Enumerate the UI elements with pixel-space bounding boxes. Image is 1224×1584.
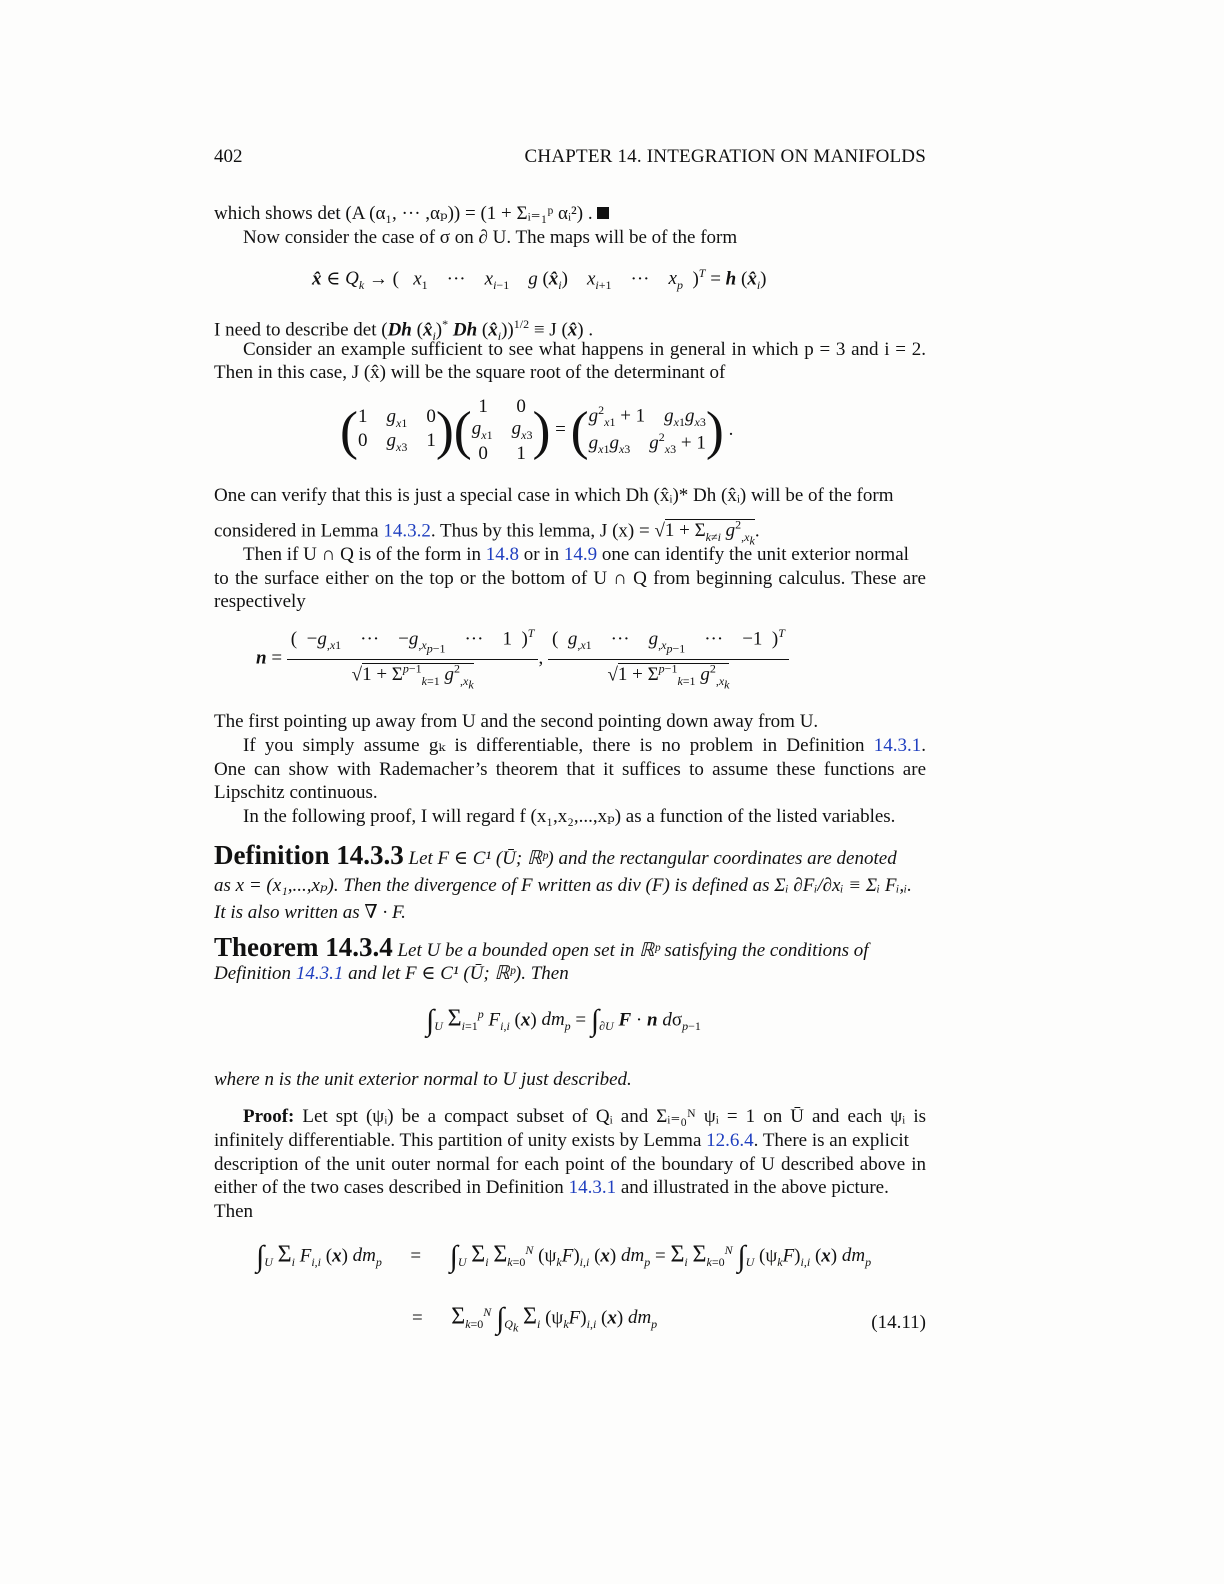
proof-line: Proof: Let spt (ψᵢ) be a compact subset of Qᵢ and Σᵢ₌₀ᴺ ψᵢ = 1 on Ū and each ψᵢ is [243,1106,926,1127]
theorem-block: Theorem 14.3.4 Let U be a bounded open set in ℝᵖ satisfying the conditions of [214,932,869,962]
text-line: One can show with Rademacher’s theorem that it suffices to assume these functions are [214,759,926,780]
equation-number: (14.11) [871,1312,926,1333]
matrix-product-equation: ( 1 $g_{x1}$ 0 0 $g_{x3}$ 1 )( 1 0 $g_{x1}$ $g_{x3}$ 0 1 ) = ( $g^2_{x1} + 1$ $g_{x1}g_{x3}$ $g_{x1}g_{x3}$ $g^2_{x3} + 1$ ) . [340,396,734,464]
text-line: One can verify that this is just a special case in which Dh (x̂ᵢ)* Dh (x̂ᵢ) will be of the form [214,485,894,506]
text-line: considered in Lemma 14.3.2. Thus by this lemma, J $(x) = √1 + \Sigma_{k\ne i}$ $g^2_{,x_k}$. [214,518,760,548]
map-equation: x̂ ∈ $Q_k$ → ( $x_1$ ··· $x_{i-1}$ g $(x̂_i)$ $x_{i+1}$ ··· $x_p$ )$^T$ = h $(x̂_i)$ [312,266,767,293]
text-line: Then in this case, J (x̂) will be the square root of the determinant of [214,362,726,383]
normal-vector-equation: n = $\frac{( -g_{,x1} \cdot\cdot\cdot -g_{,x_{p-1}} \cdot\cdot\cdot 1 )^T}{√1 + \Sigma^{p-1}_{k=1} g^2_{,x_k}}$ , $\frac{( g_{,x1} \cdot\cdot\cdot g_{,x_{p-1}} \cdot\cdot\cdot -1 )^T}{√1 + \Sigma^{p-1}_{k=1} g^2_{,x_k}}$ [256,626,789,692]
definition-link[interactable]: 14.3.1 [873,735,922,756]
definition-block: Definition 14.3.3 Let F ∈ C¹ (Ū; ℝᵖ) and the rectangular coordinates are denoted [214,840,897,870]
text-line: Now consider the case of σ on ∂ U. The maps will be of the form [243,227,738,248]
text-line: In the following proof, I will regard f (x₁,x₂,...,xₚ) as a function of the listed variables. [243,806,896,827]
proof-line: infinitely differentiable. This partition of unity exists by Lemma 12.6.4. There is an explicit [214,1130,909,1151]
text-line: The first pointing up away from U and the second pointing down away from U. [214,711,819,732]
text-line: If you simply assume gₖ is differentiable, there is no problem in Definition 14.3.1. [243,735,926,756]
definition-text: as x = (x₁,...,xₚ). Then the divergence of F written as div (F) is defined as Σᵢ ∂Fᵢ/∂xᵢ ≡ Σᵢ Fᵢ,ᵢ. [214,875,912,896]
text-line: Then if U ∩ Q is of the form in 14.8 or in 14.9 one can identify the unit exterior normal [243,544,909,565]
equation-link[interactable]: 14.9 [563,544,598,565]
theorem-text: where n is the unit exterior normal to U just described. [214,1069,632,1090]
theorem-text: Definition 14.3.1 and let F ∈ C¹ (Ū; ℝᵖ). Then [214,963,569,984]
proof-line: description of the unit outer normal for each point of the boundary of U described above in [214,1154,926,1175]
chapter-title: CHAPTER 14. INTEGRATION ON MANIFOLDS [524,146,926,167]
divergence-theorem-equation: $\int_U$ $\Sigma_{i=1}^p$ $F_{i,i}$ (x) $dm_p = \int_{\partial U}$ F · n $d\sigma_{p-1}$ [426,1004,701,1037]
qed-square-icon [597,207,609,219]
text-line: Lipschitz continuous. [214,782,378,803]
text-line: which shows det (A (α₁, ··· ,αₚ)) = (1 + Σᵢ₌₁ᵖ αᵢ²) . [214,202,926,226]
definition-label: Definition 14.3.3 [214,840,404,870]
lemma-link[interactable]: 12.6.4 [706,1130,754,1151]
proof-equation-line1: $\int_U$ $\Sigma_i$ $F_{i,i}$ (x) $dm_p$ = $\int_U$ $\Sigma_i$ $\Sigma_{k=0}^N$ $(\psi_kF)_{i,i}$ (x) $dm_p = \Sigma_i$ $\Sigma_{k=0}^N$ $\int_U$ $(\psi_kF)_{i,i}$ (x) $dm_p$ [256,1240,872,1273]
proof-line: either of the two cases described in Definition 14.3.1 and illustrated in the above picture. [214,1177,889,1198]
proof-label: Proof: [243,1106,295,1127]
page-number: 402 [214,146,243,167]
text-line: respectively [214,591,306,612]
text-line: Consider an example sufficient to see what happens in general in which p = 3 and i = 2. [243,339,926,360]
proof-equation-line2: = $\Sigma_{k=0}^N$ $\int_{Q_k}$ $\Sigma_i$ $(\psi_kF)_{i,i}$ (x) $dm_p$ [412,1302,658,1335]
equation-link[interactable]: 14.8 [485,544,519,565]
definition-link[interactable]: 14.3.1 [568,1177,617,1198]
proof-line: Then [214,1201,254,1222]
definition-text: It is also written as ∇ · F. [214,902,406,923]
theorem-label: Theorem 14.3.4 [214,932,393,962]
lemma-link[interactable]: 14.3.2 [383,520,431,542]
definition-link[interactable]: 14.3.1 [295,963,344,984]
text-line: to the surface either on the top or the bottom of U ∩ Q from beginning calculus. These are [214,568,926,589]
text-line: I need to describe det (Dh $(x̂_i)^*$ Dh $(x̂_i))^{1/2} \equiv J$ (x̂) . [214,317,594,344]
